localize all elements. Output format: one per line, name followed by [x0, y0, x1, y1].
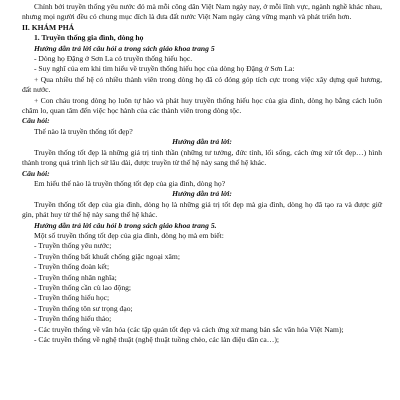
list-item: - Truyền thống nhân nghĩa;	[34, 272, 117, 282]
list-item: - Truyền thống đoàn kết;	[34, 262, 110, 272]
question-label: Câu hỏi:	[22, 116, 50, 126]
answer-paragraph: Truyền thống tốt đẹp của gia đình, dòng họ là những giá trị tốt đẹp mà gia đình, dòng họ đã tạo ra và được giữ gìn, phát huy từ thế hệ này sang thế hệ khác.	[22, 199, 382, 220]
answer-label: Hướng dẫn trả lời:	[172, 137, 232, 147]
answer-paragraph: Truyền thống tốt đẹp là những giá trị tinh thần (những tư tưởng, đức tính, lối sống, cách ứng xử tốt đẹp…) hình thành trong quá trình lịch sử lâu dài, được truyền từ thế hệ này sang thế hệ khác.	[22, 147, 382, 168]
answer-label: Hướng dẫn trả lời:	[172, 189, 232, 199]
list-item: - Truyền thống hiếu thảo;	[34, 314, 112, 324]
question-label: Câu hỏi:	[22, 168, 50, 178]
intro-paragraph: Chính bởi truyền thống yêu nước đó mà mỗi công dân Việt Nam ngày nay, ở mỗi lĩnh vực, ngành nghề khác nhau, nhưng mọi người đều có chung mục đích là đưa đất nước Việt Nam ngày càng vững mạnh và phát triển hơn.	[22, 2, 382, 22]
list-item: - Các truyền thống về nghệ thuật (nghệ thuật tuồng chèo, các làn điệu dân ca…);	[34, 335, 280, 344]
list-item: - Truyền thống bất khuất chống giặc ngoại xâm;	[34, 251, 180, 261]
list-item: - Các truyền thống về văn hóa (các tập quán tốt đẹp và cách ứng xử mang bản sắc văn hóa Việt Nam);	[34, 324, 344, 334]
list-item: - Truyền thống hiếu học;	[34, 293, 110, 303]
question-text: Em hiểu thế nào là truyền thống tốt đẹp của gia đình, dòng họ?	[34, 178, 226, 188]
tradition-list	[22, 241, 382, 345]
guide-heading: Hướng dẫn trả lời câu hỏi a trong sách giáo khoa trang 5	[34, 43, 215, 53]
section-heading: II. KHÁM PHÁ	[22, 22, 75, 32]
subheading: 1. Truyền thống gia đình, dòng họ	[34, 33, 144, 43]
question-text: Thế nào là truyền thống tốt đẹp?	[34, 126, 133, 136]
list-item: - Truyền thống cần cù lao động;	[34, 282, 132, 292]
answer-paragraph: + Con cháu trong dòng họ luôn tự hào và phát huy truyền thống hiếu học của gia đình, dòng họ bằng cách luôn chăm lo, quan tâm đến việc học hành của các thành viên trong dòng tộc.	[22, 95, 382, 116]
list-intro: Một số truyền thống tốt đẹp của gia đình, dòng họ mà em biết:	[34, 230, 224, 240]
list-item: - Truyền thống yêu nước;	[34, 241, 112, 251]
list-item: - Truyền thống tôn sư trọng đạo;	[34, 303, 133, 313]
answer-paragraph: + Qua nhiều thế hệ có nhiều thành viên trong dòng họ đã có đóng góp tích cực trong việc xây dựng quê hương, đất nước.	[22, 74, 382, 95]
answer-line: - Dòng họ Đặng ở Sơn La có truyền thống hiếu học.	[34, 54, 193, 64]
answer-line: - Suy nghĩ của em khi tìm hiểu về truyền thống hiếu học của dòng họ Đặng ở Sơn La:	[34, 64, 295, 74]
guide-heading: Hướng dẫn trả lời câu hỏi b trong sách giáo khoa trang 5.	[34, 220, 217, 230]
